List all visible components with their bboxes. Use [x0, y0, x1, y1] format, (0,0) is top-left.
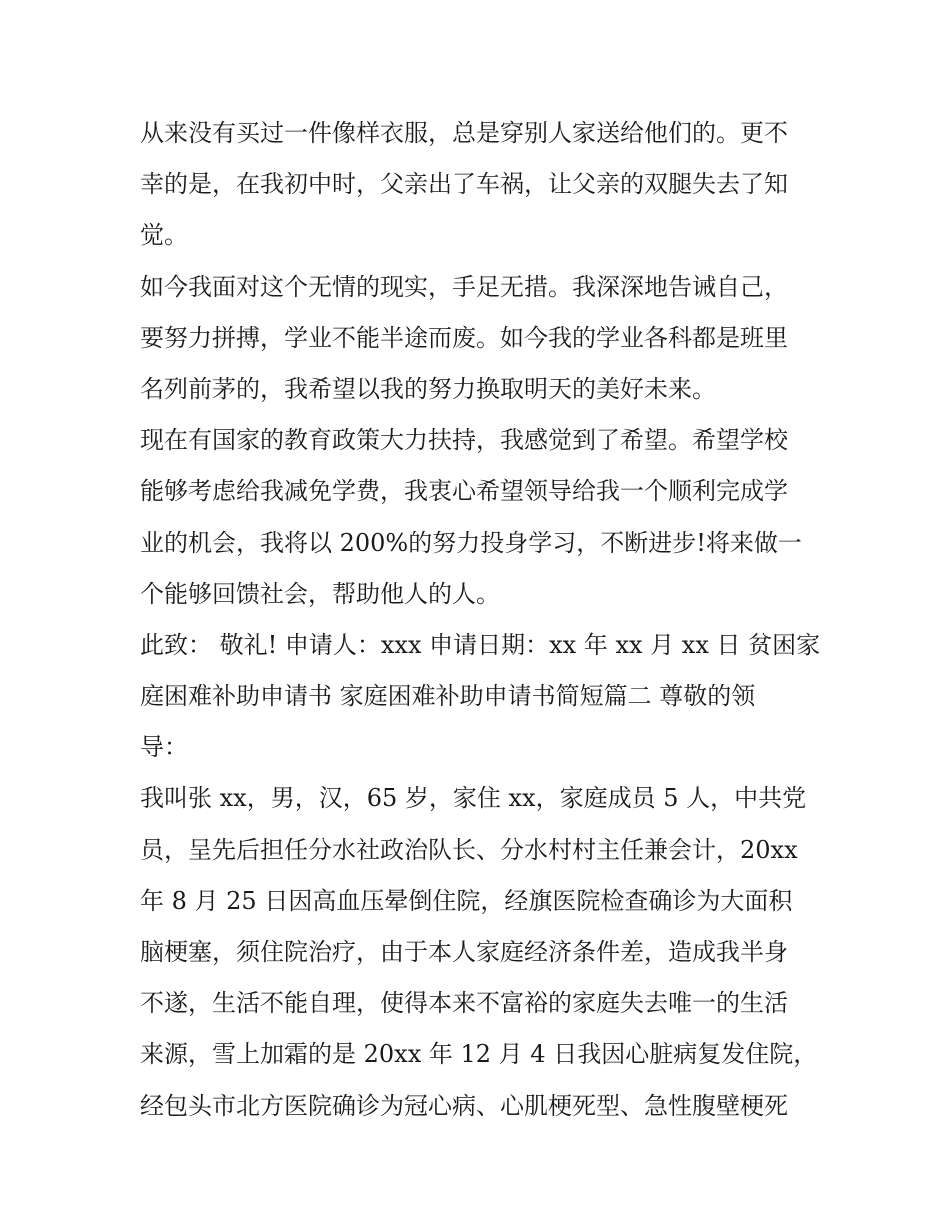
text-line: 庭困难补助申请书 家庭困难补助申请书简短篇二 尊敬的领	[140, 682, 756, 711]
text-line: 业的机会，我将以 200%的努力投身学习，不断进步!将来做一	[140, 528, 802, 557]
text-line: 能够考虑给我减免学费，我衷心希望领导给我一个顺利完成学	[140, 477, 788, 506]
text-line: 员，呈先后担任分水社政治队长、分水村村主任兼会计，20xx	[140, 835, 798, 864]
document-body	[140, 108, 820, 1132]
text-line: 幸的是，在我初中时，父亲出了车祸，让父亲的双腿失去了知	[140, 170, 788, 199]
text-line: 现在有国家的教育政策大力扶持，我感觉到了希望。希望学校	[140, 426, 788, 455]
text-line: 经包头市北方医院确诊为冠心病、心肌梗死型、急性腹壁梗死	[140, 1091, 788, 1120]
text-line: 脑梗塞，须住院治疗，由于本人家庭经济条件差，造成我半身	[140, 938, 788, 966]
text-line: 年 8 月 25 日因高血压晕倒住院，经旗医院检查确诊为大面积	[140, 886, 793, 915]
text-line: 不遂，生活不能自理，使得本来不富裕的家庭失去唯一的生活	[140, 989, 788, 1018]
text-line: 名列前茅的，我希望以我的努力换取明天的美好未来。	[140, 374, 716, 403]
text-line: 来源，雪上加霜的是 20xx 年 12 月 4 日我因心脏病复发住院，	[140, 1040, 818, 1069]
text-line: 要努力拼搏，学业不能半途而废。如今我的学业各科都是班里	[140, 323, 788, 352]
text-line: 个能够回馈社会，帮助他人的人。	[140, 579, 500, 608]
text-line: 觉。	[140, 221, 188, 250]
text-line: 此致： 敬礼! 申请人：xxx 申请日期：xx 年 xx 月 xx 日 贫困家	[140, 630, 821, 659]
text-line: 如今我面对这个无情的现实，手足无措。我深深地告诫自己，	[140, 272, 788, 301]
text-line: 我叫张 xx，男，汉，65 岁，家住 xx，家庭成员 5 人，中共党	[140, 784, 807, 813]
text-line: 导：	[140, 733, 188, 762]
text-line: 从来没有买过一件像样衣服，总是穿别人家送给他们的。更不	[140, 119, 788, 147]
